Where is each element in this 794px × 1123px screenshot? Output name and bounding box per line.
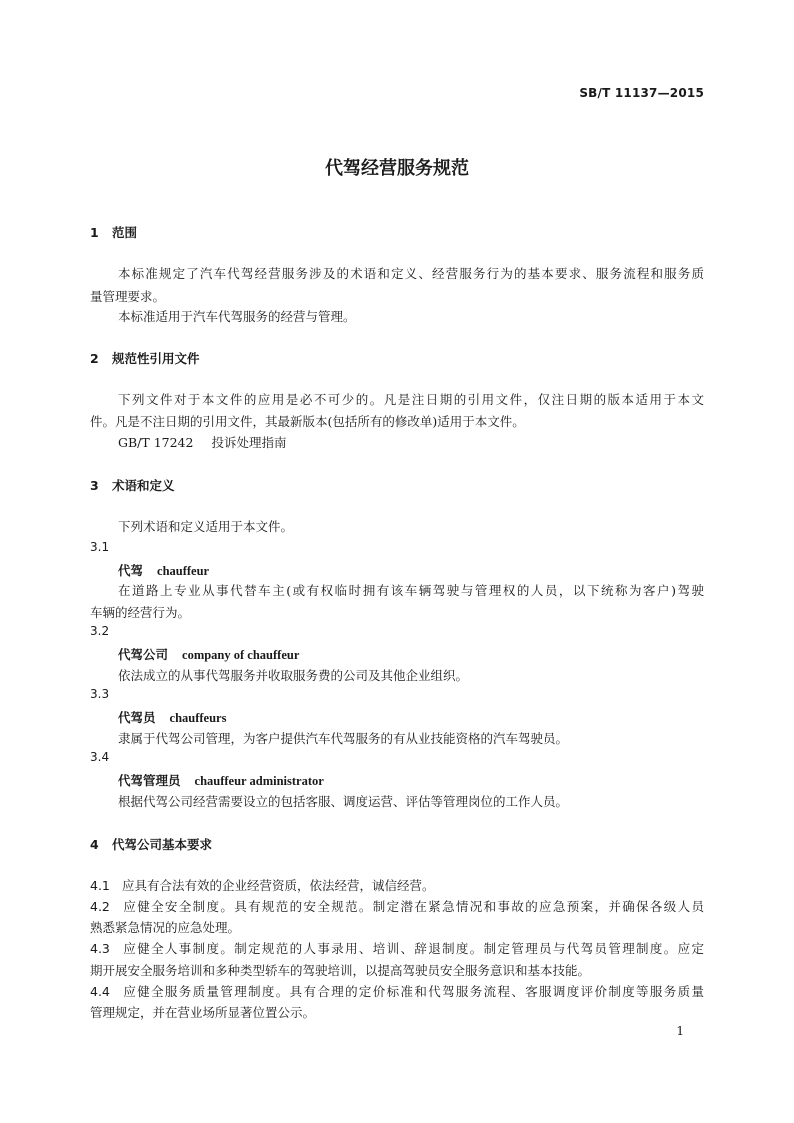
- definition-line: 依法成立的从事代驾服务并收取服务费的公司及其他企业组织。: [118, 668, 469, 683]
- section-1-heading: [90, 223, 137, 241]
- clause-number: 4.3: [90, 941, 110, 956]
- paragraph-line: [90, 390, 704, 408]
- term-english: chauffeur administrator: [194, 774, 324, 788]
- term-chinese: 代驾公司: [118, 647, 169, 662]
- clause-text: 应健全服务质量管理制度。具有合理的定价标准和代驾服务流程、客服调度评价制度等服务质量: [122, 984, 704, 999]
- term-chinese: 代驾员: [118, 710, 156, 725]
- clause-text: 应具有合法有效的企业经营资质，依法经营，诚信经营。: [122, 878, 435, 893]
- term-number: 3.3: [90, 687, 110, 701]
- definition-text: 在道路上专业从事代替车主(或有权临时拥有该车辆驾驶与管理权的人员，以下统称为客户)驾驶: [118, 583, 704, 598]
- page-number: 1: [676, 1024, 684, 1038]
- term-english: chauffeurs: [169, 711, 227, 725]
- clause: [90, 982, 704, 1000]
- term-chinese: 代驾管理员: [118, 773, 181, 788]
- section-number: 3: [90, 478, 99, 493]
- clause-continuation: 熟悉紧急情况的应急处理。: [90, 920, 241, 935]
- term-heading: [118, 561, 209, 579]
- paragraph-line: 下列术语和定义适用于本文件。: [118, 519, 294, 534]
- section-title: 规范性引用文件: [112, 351, 200, 366]
- paragraph-line: [90, 264, 704, 282]
- standard-number: SB/T 11137—2015: [579, 86, 704, 100]
- clause-number: 4.4: [90, 984, 110, 999]
- term-number: 3.4: [90, 750, 110, 764]
- paragraph-text: 本标准规定了汽车代驾经营服务涉及的术语和定义、经营服务行为的基本要求、服务流程和服务质: [118, 266, 704, 281]
- clause-continuation: 管理规定，并在营业场所显著位置公示。: [90, 1005, 316, 1020]
- paragraph-line: 量管理要求。: [90, 289, 166, 304]
- normative-reference: [118, 433, 286, 451]
- term-number: 3.2: [90, 624, 110, 638]
- term-english: chauffeur: [157, 564, 210, 578]
- paragraph-line: 件。凡是不注日期的引用文件，其最新版本(包括所有的修改单)适用于本文件。: [90, 414, 525, 429]
- section-3-heading: [90, 476, 175, 494]
- section-title: 范围: [112, 225, 138, 240]
- definition-line: [90, 581, 704, 599]
- clause-number: 4.1: [90, 878, 110, 893]
- section-2-heading: [90, 349, 200, 367]
- section-number: 1: [90, 225, 99, 240]
- term-english: company of chauffeur: [182, 648, 300, 662]
- clause: [90, 876, 435, 894]
- section-4-heading: [90, 835, 212, 853]
- paragraph-line: 本标准适用于汽车代驾服务的经营与管理。: [118, 309, 356, 324]
- paragraph-text: 下列文件对于本文件的应用是必不可少的。凡是注日期的引用文件，仅注日期的版本适用于本文: [118, 392, 704, 407]
- term-heading: [118, 645, 299, 663]
- term-number: 3.1: [90, 540, 110, 554]
- clause-number: 4.2: [90, 899, 110, 914]
- clause-continuation: 期开展安全服务培训和多种类型轿车的驾驶培训，以提高驾驶员安全服务意识和基本技能。: [90, 963, 591, 978]
- reference-title: 投诉处理指南: [211, 435, 287, 450]
- definition-line: 隶属于代驾公司管理，为客户提供汽车代驾服务的有从业技能资格的汽车驾驶员。: [118, 731, 569, 746]
- section-title: 代驾公司基本要求: [112, 837, 213, 852]
- clause-text: 应健全安全制度。具有规范的安全规范。制定潜在紧急情况和事故的应急预案，并确保各级人员: [122, 899, 704, 914]
- section-number: 2: [90, 351, 99, 366]
- clause-text: 应健全人事制度。制定规范的人事录用、培训、辞退制度。制定管理员与代驾员管理制度。应定: [122, 941, 704, 956]
- section-number: 4: [90, 837, 99, 852]
- definition-line: 车辆的经营行为。: [90, 605, 191, 620]
- document-title: 代驾经营服务规范: [325, 158, 469, 179]
- definition-line: 根据代驾公司经营需要设立的包括客服、调度运营、评估等管理岗位的工作人员。: [118, 794, 569, 809]
- term-heading: [118, 708, 226, 726]
- clause: [90, 939, 704, 957]
- section-title: 术语和定义: [112, 478, 175, 493]
- clause: [90, 897, 704, 915]
- reference-code: GB/T 17242: [118, 435, 194, 450]
- term-heading: [118, 771, 324, 789]
- term-chinese: 代驾: [118, 563, 144, 578]
